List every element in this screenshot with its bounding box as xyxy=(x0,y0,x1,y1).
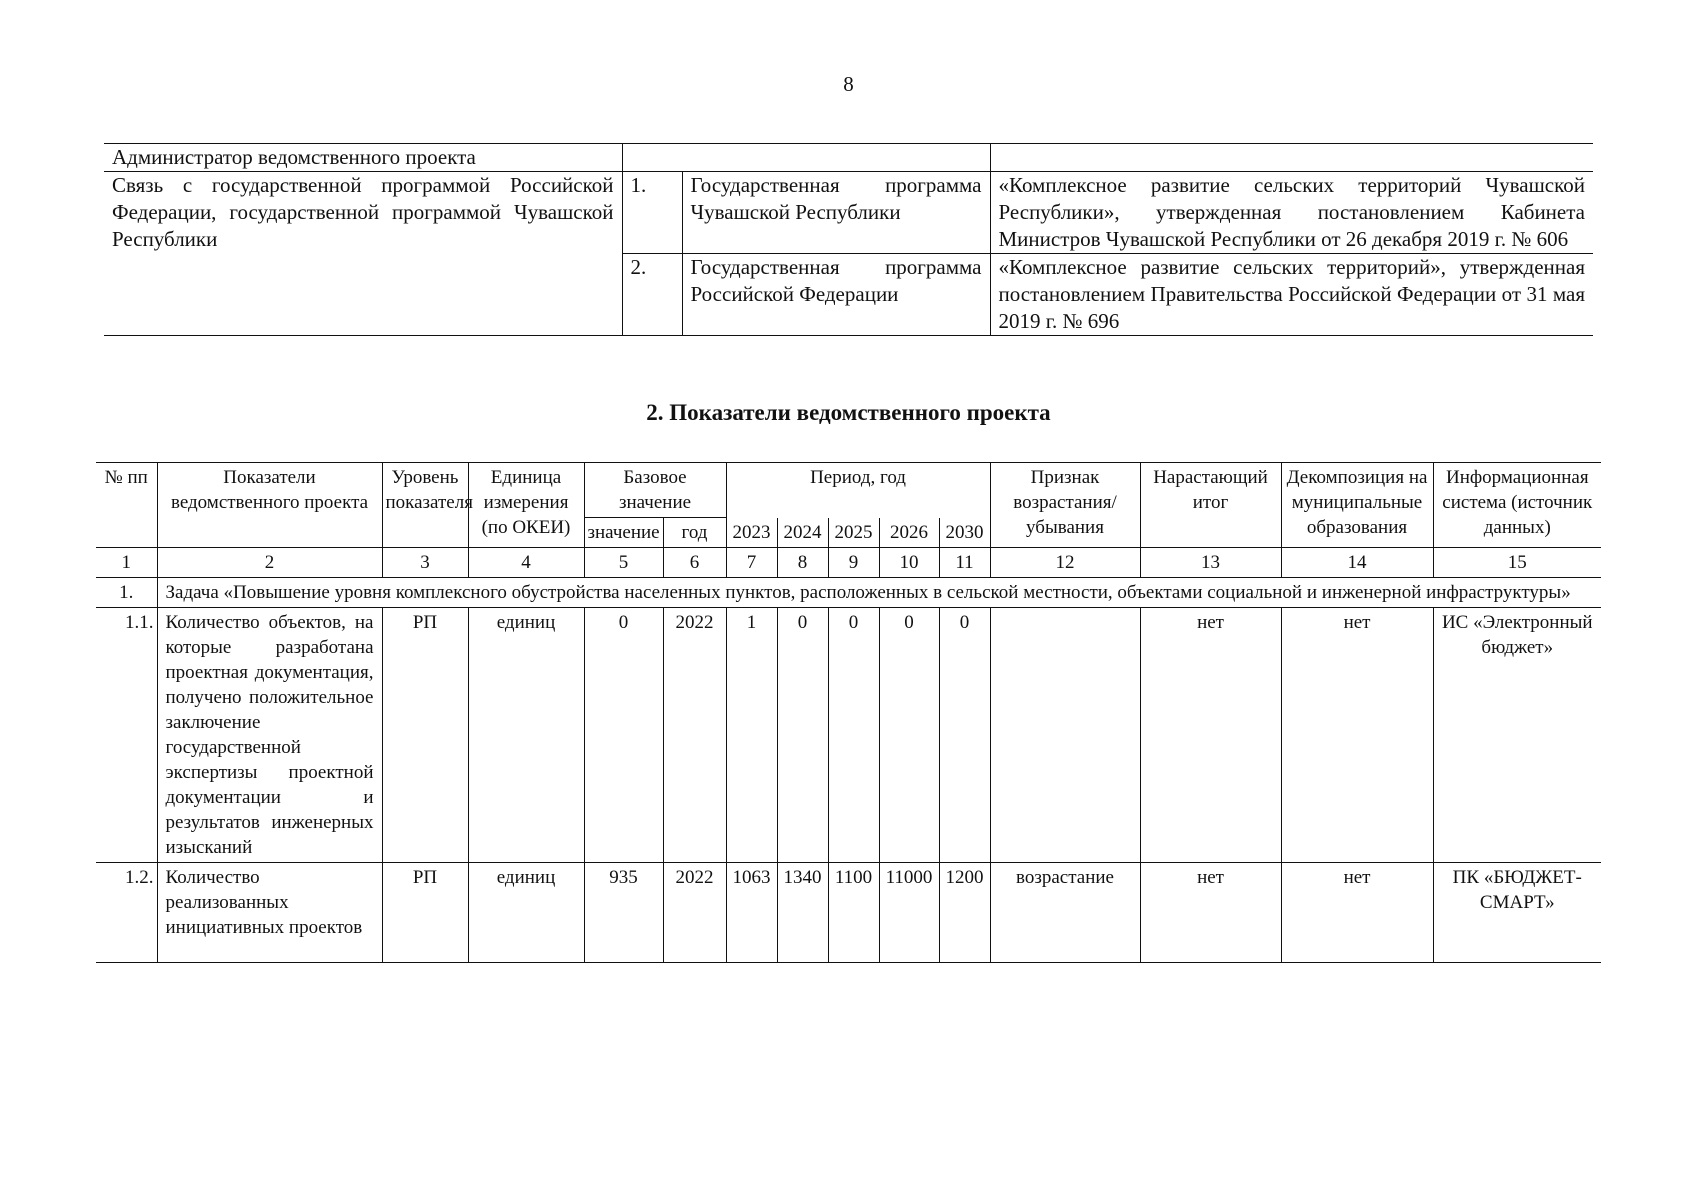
task-row xyxy=(96,578,1601,608)
row-unit: единиц xyxy=(468,863,584,963)
header-unit: Единица измерения (по ОКЕИ) xyxy=(468,463,584,548)
row-decomposition: нет xyxy=(1281,863,1433,963)
column-number: 14 xyxy=(1281,548,1433,578)
column-number: 15 xyxy=(1433,548,1601,578)
row-base-value: 0 xyxy=(584,608,663,863)
column-number: 7 xyxy=(726,548,777,578)
row-unit: единиц xyxy=(468,608,584,863)
header-year: 2030 xyxy=(939,518,990,548)
task-num: 1. xyxy=(96,578,157,608)
indicators-table xyxy=(96,462,1601,963)
link-label: Связь с государственной программой Российской Федерации, государственной программой Чувашской Республики xyxy=(104,172,622,336)
header-source: Информационная система (источник данных) xyxy=(1433,463,1601,548)
row-name: Количество объектов, на которые разработана проектная документация, получено положительное заключение государственной экспертизы проектной документации и результатов инженерных изысканий xyxy=(157,608,382,863)
column-number: 11 xyxy=(939,548,990,578)
table-row xyxy=(96,608,1601,863)
row-decomposition: нет xyxy=(1281,608,1433,863)
header-base-value: значение xyxy=(584,518,663,548)
row-cumulative: нет xyxy=(1140,608,1281,863)
row-level: РП xyxy=(382,608,468,863)
row-base-value: 935 xyxy=(584,863,663,963)
admin-value-empty-2 xyxy=(990,144,1593,172)
column-number-row xyxy=(96,548,1601,578)
row-year-value: 11000 xyxy=(879,863,939,963)
header-num: № пп xyxy=(96,463,157,548)
row-base-year: 2022 xyxy=(663,863,726,963)
column-number: 3 xyxy=(382,548,468,578)
row-num: 1.1. xyxy=(96,608,157,863)
row-year-value: 1 xyxy=(726,608,777,863)
column-number: 4 xyxy=(468,548,584,578)
row-year-value: 1340 xyxy=(777,863,828,963)
header-row-1 xyxy=(96,463,1601,518)
column-number: 2 xyxy=(157,548,382,578)
row-year-value: 1100 xyxy=(828,863,879,963)
row-year-value: 0 xyxy=(879,608,939,863)
link-desc: «Комплексное развитие сельских территорий Чувашской Республики», утвержденная постановлением Кабинета Министров Чувашской Республики от 26 декабря 2019 г. № 606 xyxy=(990,172,1593,254)
link-row-1 xyxy=(104,172,1593,254)
row-name: Количество реализованных инициативных проектов xyxy=(157,863,382,963)
column-number: 8 xyxy=(777,548,828,578)
header-level: Уровень показателя xyxy=(382,463,468,548)
project-info-table xyxy=(104,143,1593,336)
row-level: РП xyxy=(382,863,468,963)
admin-label: Администратор ведомственного проекта xyxy=(104,144,622,172)
header-period: Период, год xyxy=(726,463,990,518)
column-number: 6 xyxy=(663,548,726,578)
link-num: 2. xyxy=(622,254,682,336)
row-year-value: 0 xyxy=(939,608,990,863)
row-year-value: 0 xyxy=(777,608,828,863)
admin-row xyxy=(104,144,1593,172)
page-number: 8 xyxy=(843,72,854,96)
column-number: 12 xyxy=(990,548,1140,578)
link-type: Государственная программа Российской Федерации xyxy=(682,254,990,336)
task-text: Задача «Повышение уровня комплексного обустройства населенных пунктов, расположенных в сельской местности, объектами социальной и инженерной инфраструктуры» xyxy=(157,578,1601,608)
header-base: Базовое значение xyxy=(584,463,726,518)
header-decomposition: Декомпозиция на муниципальные образования xyxy=(1281,463,1433,548)
column-number: 13 xyxy=(1140,548,1281,578)
row-sign xyxy=(990,608,1140,863)
link-num: 1. xyxy=(622,172,682,254)
row-year-value: 1200 xyxy=(939,863,990,963)
row-year-value: 1063 xyxy=(726,863,777,963)
section-title: 2. Показатели ведомственного проекта xyxy=(646,400,1051,425)
row-sign: возрастание xyxy=(990,863,1140,963)
row-source: ИС «Электронный бюджет» xyxy=(1433,608,1601,863)
header-base-year: год xyxy=(663,518,726,548)
column-number: 5 xyxy=(584,548,663,578)
header-year: 2024 xyxy=(777,518,828,548)
link-desc: «Комплексное развитие сельских территорий», утвержденная постановлением Правительства Российской Федерации от 31 мая 2019 г. № 696 xyxy=(990,254,1593,336)
column-number: 9 xyxy=(828,548,879,578)
row-num: 1.2. xyxy=(96,863,157,963)
row-source: ПК «БЮДЖЕТ-СМАРТ» xyxy=(1433,863,1601,963)
header-year: 2026 xyxy=(879,518,939,548)
row-base-year: 2022 xyxy=(663,608,726,863)
header-name: Показатели ведомственного проекта xyxy=(157,463,382,548)
row-cumulative: нет xyxy=(1140,863,1281,963)
header-cumulative: Нарастающий итог xyxy=(1140,463,1281,548)
table-row xyxy=(96,863,1601,963)
admin-value-empty xyxy=(622,144,990,172)
column-number: 10 xyxy=(879,548,939,578)
header-year: 2023 xyxy=(726,518,777,548)
header-year: 2025 xyxy=(828,518,879,548)
column-number: 1 xyxy=(96,548,157,578)
row-year-value: 0 xyxy=(828,608,879,863)
header-sign: Признак возрастания/ убывания xyxy=(990,463,1140,548)
link-type: Государственная программа Чувашской Республики xyxy=(682,172,990,254)
